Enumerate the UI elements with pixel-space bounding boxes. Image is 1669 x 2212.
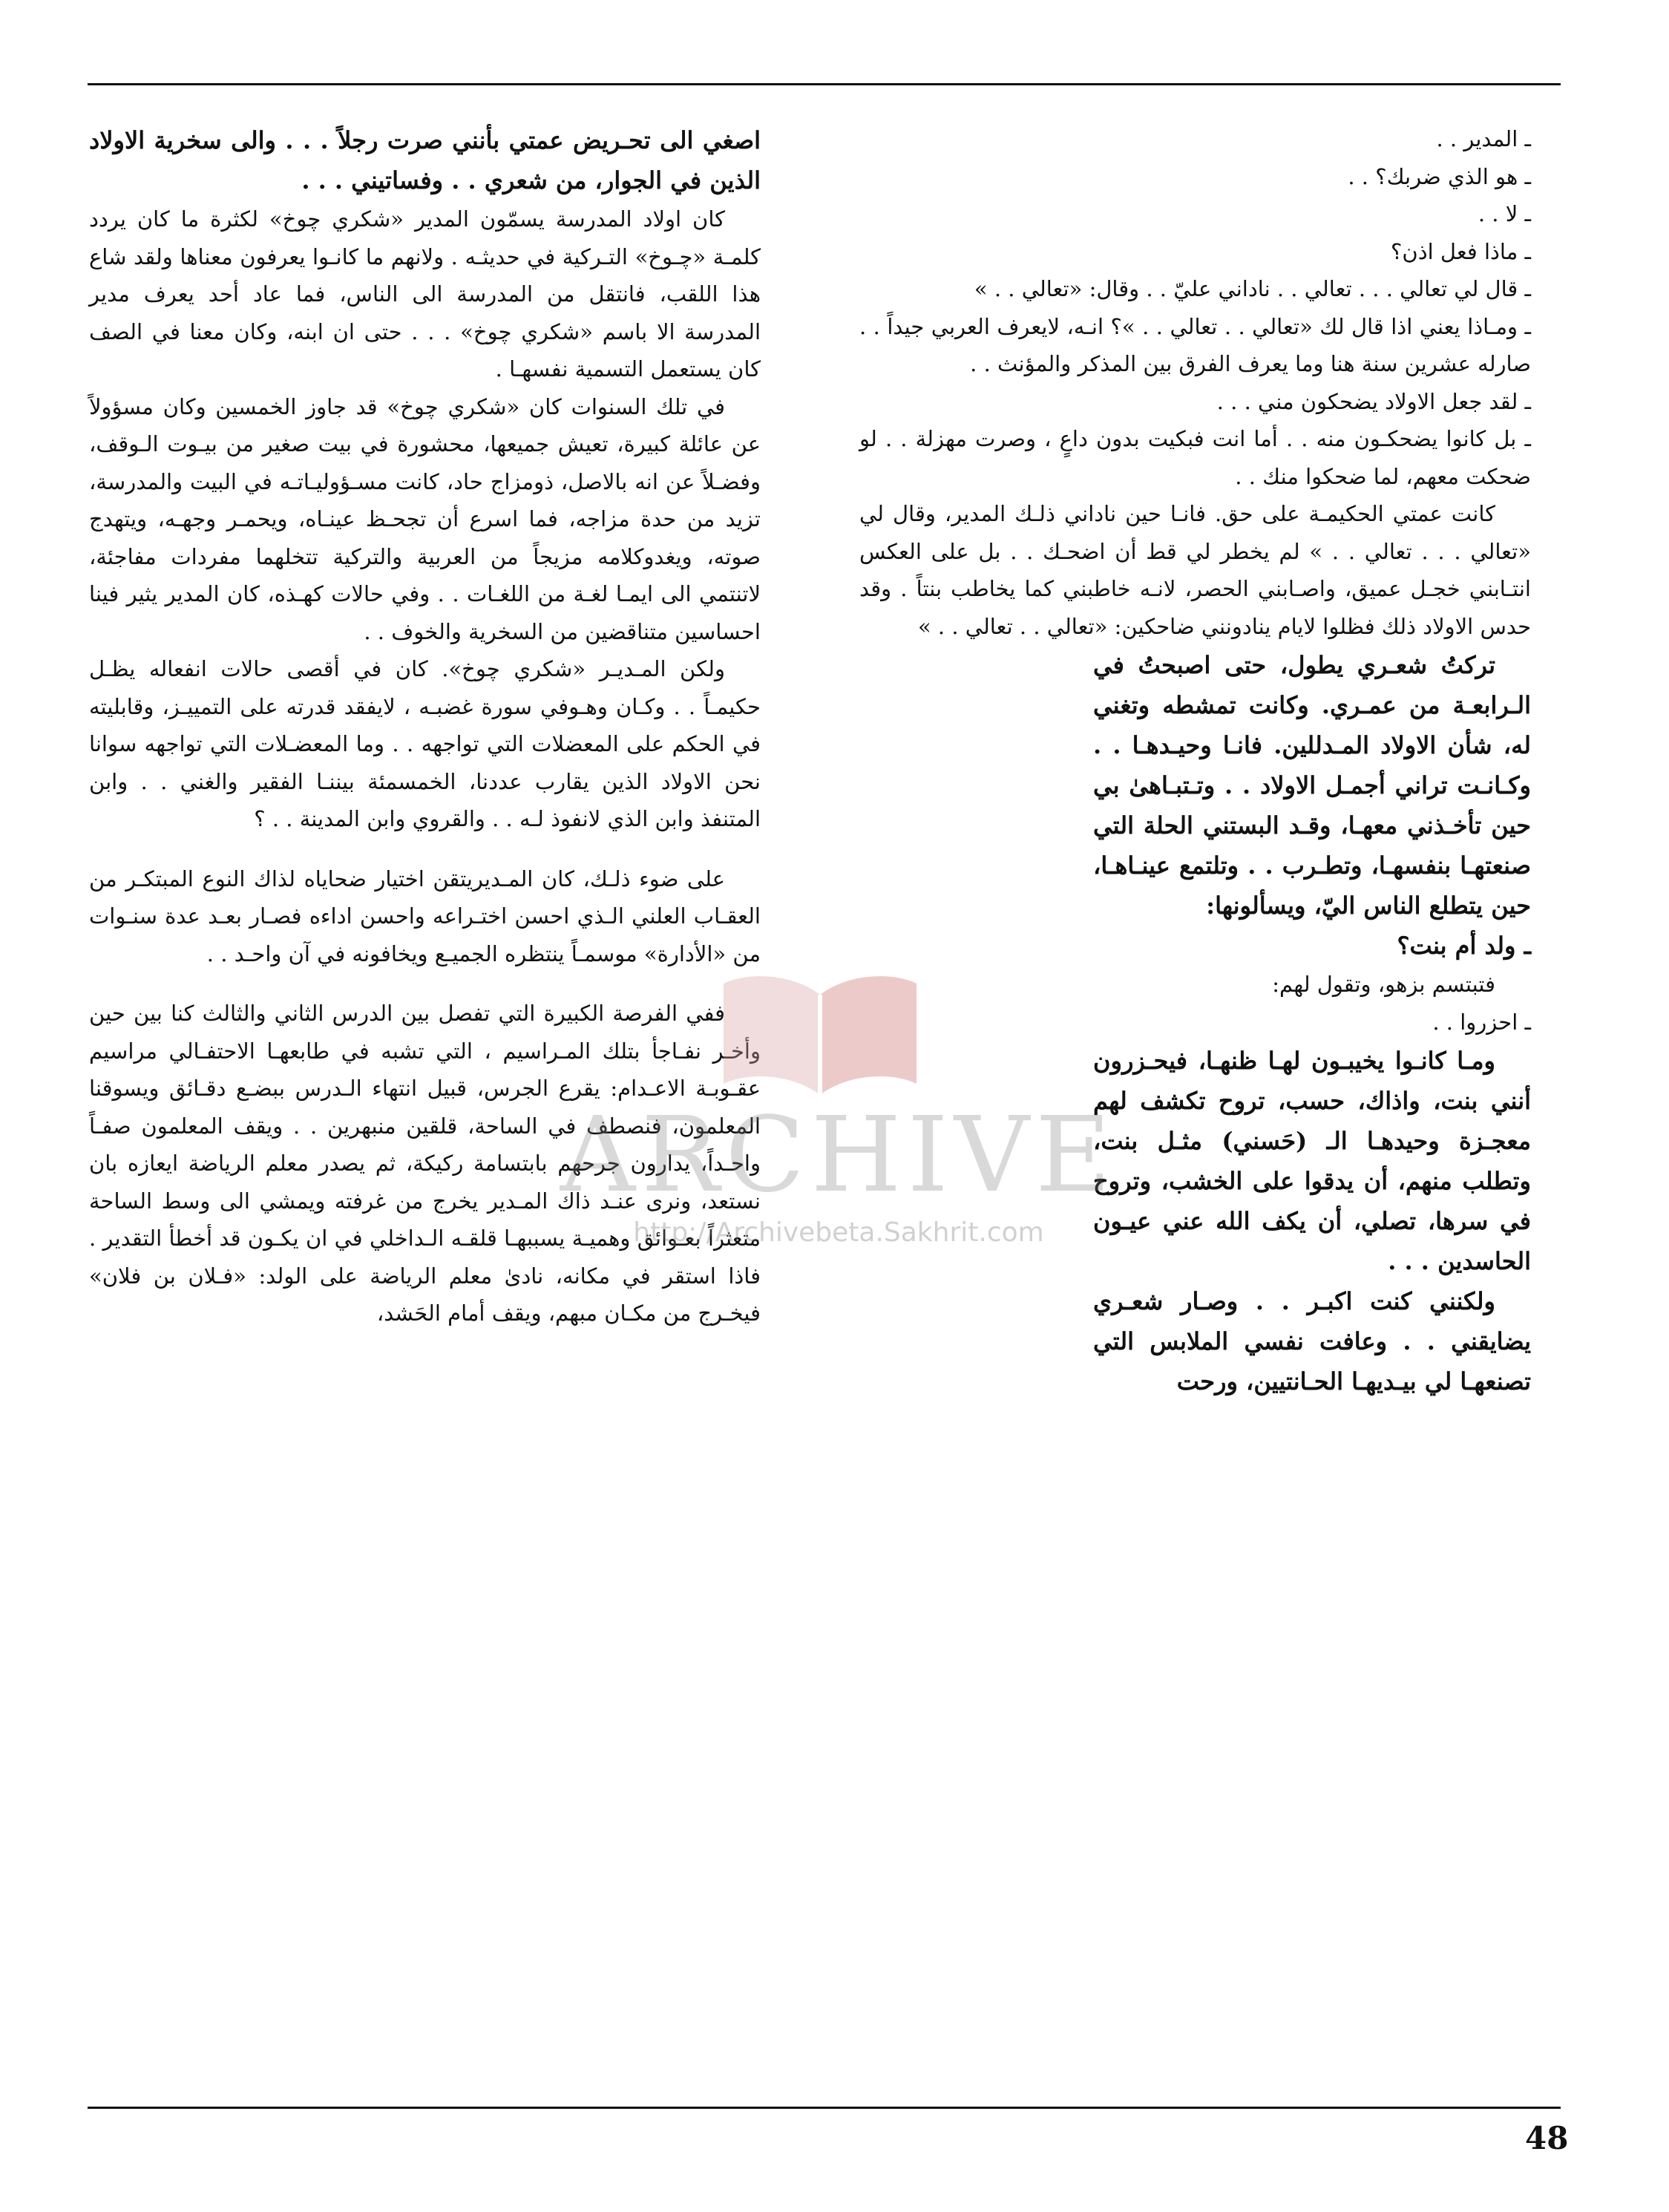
page-number: 48 xyxy=(1525,2120,1569,2156)
paragraph: كان اولاد المدرسة يسمّون المدير «شكري چوخ» لكثرة ما كان يردد كلمـة «چـوخ» التـركية في حديثـه . ولانهم ما كانـوا يعرفون معناها ولقد شاع هذا اللقب، فانتقل من المدرسة الى الناس، فما عاد أحد يعرف مدير المدرسة الا باسم «شكري چوخ» . . . حتى ان ابنه، وكان معنا في الصف كان يستعمل التسمية نفسهـا . xyxy=(89,206,761,382)
paragraph: ولكنني كنت اكبـر . . وصـار شعـري يضايقني . . وعافت نفسي الملابس التي تصنعهـا لي بيـديهـا الحـانتيين، ورحت xyxy=(1093,1287,1531,1395)
paragraph: ـ قال لي تعالي . . . تعالي . . ناداني عليّ . . وقال: «تعالي . . » xyxy=(974,276,1531,301)
paragraph: ـ احزروا . . xyxy=(1432,1009,1531,1035)
left-column xyxy=(89,120,761,1332)
paragraph: ولكن المـديـر «شكري چوخ». كان في أقصى حالات انفعاله يظـل حكيمـاً . . وكـان وهـوفي سورة غضبـه ، لايفقد قدرته على التمييـز، وقابليته في الحكم على المعضلات التي تواجهه . . وما المعضـلات التي تواجهه سوانا نحن الاولاد الذين يقارب عددنا، الخمسمئة بيننـا الفقير والغني . . وابن المتنفذ وابن الذي لانفوذ لـه . . والقروي وابن المدينة . . ؟ xyxy=(89,656,761,831)
top-rule xyxy=(88,83,1561,85)
paragraph: ـ ولد أم بنت؟ xyxy=(1397,932,1531,960)
paragraph: ـ لا . . xyxy=(1478,201,1531,226)
paragraph: اصغي الى تحـريض عمتي بأنني صرت رجلاً . . . والى سخرية الاولاد الذين في الجوار، من شعري . . وفساتيني . . . xyxy=(89,126,761,194)
paragraph: ـ ماذا فعل اذن؟ xyxy=(1391,238,1531,264)
paragraph: ففي الفرصة الكبيرة التي تفصل بين الدرس الثاني والثالث كنا بين حين وأخـر نفـاجأ بتلك المـراسيم ، التي تشبه في طابعهـا الاحتفـالي مراسيم عقـوبـة الاعـدام: يقرع الجرس، قبيل انتهاء الـدرس ببضـع دقـائق ويسوقنا المعلمون، فنصطف في الساحة، قلقين منبهرين . . ويقف المعلمون صفـاً واحـداً، يدارون جرحهم بابتسامة ركيكة، ثم يصدر معلم الرياضة ايعازه بان نستعد، ونرى عنـد ذاك المـدير يخرج من غرفته ويمشي الى وسط الساحة متعثراً بعـوائق وهميـة يسببهـا قلقـه الـداخلي في ان يكـون قد أخطأ التقدير . فاذا استقر في مكانه، نادىٰ معلم الرياضة على الولد: «فـلان بن فلان» فيخـرج من مكـان مبهم، ويقف أمام الحَشد، xyxy=(89,1001,761,1326)
paragraph: فتبتسم بزهو، وتقول لهم: xyxy=(1272,972,1495,997)
paragraph: في تلك السنوات كان «شكري چوخ» قد جاوز الخمسين وكان مسؤولاً عن عائلة كبيرة، تعيش جميعها، محشورة في بيت صغير من بيـوت الـوقف، وفضـلاً عن انه بالاصل، ذومزاج حاد، كانت مسـؤوليـاتـه في البيت والمدرسة، تزيد من حدة مزاجه، فما اسرع أن تجحـظ عينـاه، ويحمـر وجهـه، ويتهدج صوته، ويغدوكلامه مزيجاً من العربية والتركية تتخلهما مفردات مفاجئة، لاتنتمي الى ايمـا لغـة من اللغـات . . وفي حالات كهـذه، كان المدير يثير فينا احساسين متناقضين من السخرية والخوف . . xyxy=(89,393,761,644)
paragraph: ـ لقد جعل الاولاد يضحكون مني . . . xyxy=(1216,388,1531,414)
paragraph: ومـا كانـوا يخيبـون لهـا ظنهـا، فيحـزرون أنني بنت، واذاك، حسب، تروح تكشف لهم معجـزة وحيدهـا الـ (حَسني) مثـل بنت، وتطلب منهم، أن يدقوا على الخشب، وتروح في سرها، تصلي، أن يكف الله عني عيـون الحاسدين . . . xyxy=(1093,1047,1531,1275)
paragraph: على ضوء ذلـك، كان المـديريتقن اختيار ضحاياه لذاك النوع المبتكـر من العقـاب العلني الـذي احسن اختـراعه واحسن اداءه فصـار بعـد عدة سنـوات من «الأدارة» موسمـاً ينتظره الجميـع ويخافونه في آن واحـد . . xyxy=(89,866,761,966)
watermark-url: http://Archivebeta.Sakhrit.com xyxy=(633,1217,1044,1248)
paragraph: ـ بل كانوا يضحكـون منه . . أما انت فبكيت بدون داعٍ ، وصرت مهزلة . . لو ضحكت معهم، لما ضحكوا منك . . xyxy=(859,426,1531,489)
watermark-text: ARCHIVE xyxy=(560,1095,1118,1216)
paragraph: ـ ومـاذا يعني اذا قال لك «تعالي . . تعالي . . »؟ انـه، لايعرف العربي جيداً . . صارله عشرين سنة هنا وما يعرف الفرق بين المذكر والمؤنث . . xyxy=(859,313,1531,376)
paragraph: ـ هو الذي ضربك؟ . . xyxy=(1348,163,1531,189)
bottom-rule xyxy=(88,2107,1561,2109)
right-column xyxy=(859,120,1531,1401)
paragraph: تركتُ شعـري يطول، حتى اصبحتُ في الـرابعـة من عمـري. وكانت تمشطه وتغني له، شأن الاولاد المـدللين. فانـا وحيـدهـا . . وكـانـت تراني أجمـل الاولاد . . وتـتبـاهىٰ بي حين تأخـذني معهـا، وقـد البستني الحلة التي صنعتهـا بنفسهـا، وتطـرب . . وتلتمع عينـاهـا، حين يتطلع الناس اليّ، ويسألونها: xyxy=(1093,651,1531,920)
paragraph: ـ المدير . . xyxy=(1436,126,1531,151)
paragraph: كانت عمتي الحكيمـة على حق. فانـا حين ناداني ذلـك المدير، وقال لي «تعالي . . . تعالي . . » لم يخطر لي قط أن اضحـك . . بل على العكس انتـابني خجـل عميق، واصـابني الحصر، لانـه خاطبني كما يخاطب بنتاً . وقد حدس الاولاد ذلك فظلوا لايام ينادونني ضاحكين: «تعالي . . تعالي . . » xyxy=(859,501,1531,639)
